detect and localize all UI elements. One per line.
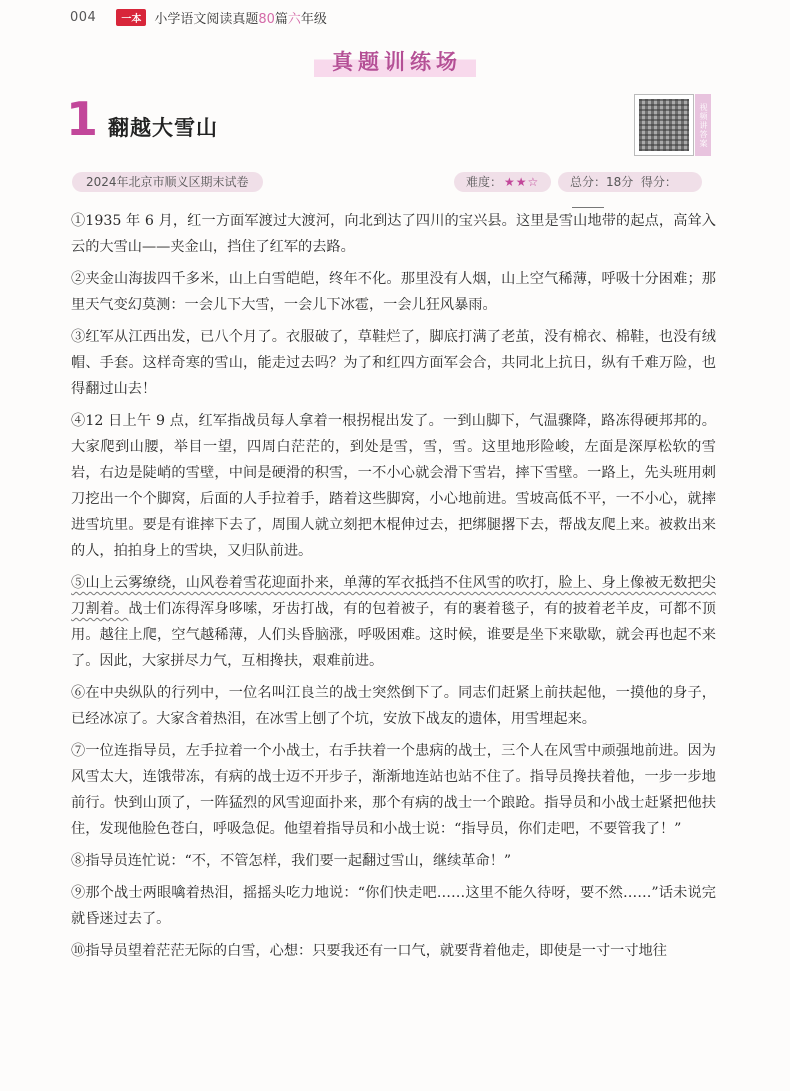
book-title-grade: 六	[287, 11, 301, 27]
paragraph-4: ④12 日上午 9 点，红军指战员每人拿着一根拐棍出发了。一到山脚下，气温骤降，路冻得硬邦邦的。大家爬到山腰，举目一望，四周白茫茫的，到处是雪，雪，雪。这里地形险峻，左面是深厚松软的雪岩，右边是陡峭的雪壁，中间是硬滑的积雪，一不小心就会滑下雪岩，摔下雪壁。一路上，先头班用刺刀挖出一个个脚窝，后面的人手拉着手，踏着这些脚窝，小心地前进。雪坡高低不平，一不小心，就摔进雪坑里。要是有谁摔下去了，周围人就立刻把木棍伸过去，把绑腿撂下去，帮战友爬上来。被救出来的人，拍拍身上的雪块，又归队前进。	[71, 413, 716, 559]
paragraph-6: ⑥在中央纵队的行列中，一位名叫江良兰的战士突然倒下了。同志们赶紧上前扶起他，一摸他的身子，已经冰凉了。大家含着热泪，在冰雪上刨了个坑，安放下战友的遗体，用雪埋起来。	[71, 685, 716, 727]
difficulty-badge	[454, 172, 551, 192]
difficulty-label: 难度：	[466, 175, 503, 189]
book-title-prefix: 小学语文阅读真题	[154, 11, 259, 27]
section-title-wrap	[0, 43, 790, 77]
paragraph-3: ③红军从江西出发，已八个月了。衣服破了，草鞋烂了，脚底打满了老茧，没有棉衣、棉鞋，也没有绒帽、手套。这样奇寒的雪山，能走过去吗？为了和红四方面军会合，共同北上抗日，纵有千难万险，也得翻过山去！	[71, 329, 716, 397]
paragraph-5-rest: 战士们冻得浑身哆嗦，牙齿打战，有的包着被子，有的裹着毯子，有的披着老羊皮，可都不顶用。越往上爬，空气越稀薄，人们头昏脑涨，呼吸困难。这时候，谁要是坐下来歇歇，就会再也起不来了。因此，大家拼尽力气，互相搀扶，艰难前进。	[71, 601, 716, 669]
book-title	[154, 8, 327, 27]
section-title: 真题训练场	[314, 43, 476, 77]
page-header	[70, 6, 327, 28]
lesson-title: 翻越大雪山	[108, 116, 218, 140]
score-blank[interactable]	[572, 197, 604, 208]
book-title-count: 80	[258, 11, 275, 27]
qr-code-pattern	[639, 99, 689, 151]
info-bar	[72, 172, 712, 192]
paragraph-1: ①1935 年 6 月，红一方面军渡过大渡河，向北到达了四川的宝兴县。这里是雪山地带的起点，高耸入云的大雪山——夹金山，挡住了红军的去路。	[71, 213, 716, 255]
qr-code[interactable]	[634, 94, 694, 156]
lesson-number: 1	[66, 92, 99, 146]
total-score: 总分：18分	[570, 175, 634, 189]
paragraph-10: ⑩指导员望着茫茫无际的白雪，心想：只要我还有一口气，就要背着他走，即使是一寸一寸地往	[71, 943, 667, 959]
underlined-sentence: ⑤山上云雾缭绕，山风卷着雪花迎面扑来，单薄的军衣抵挡不住风雪的吹打，脸上、身上像被无数把尖刀割着。	[71, 575, 716, 617]
difficulty-stars: ★★☆	[504, 175, 540, 189]
score-label: 得分：	[640, 175, 677, 189]
page-number: 004	[70, 9, 97, 25]
article-body	[71, 208, 716, 970]
paragraph-9: ⑨那个战士两眼噙着热泪，摇摇头吃力地说：“你们快走吧……这里不能久待呀，要不然……”话未说完就昏迷过去了。	[71, 885, 716, 927]
book-title-mid: 篇	[274, 11, 288, 27]
paragraph-7: ⑦一位连指导员，左手拉着一个小战士，右手扶着一个患病的战士，三个人在风雪中顽强地前进。因为风雪太大，连饿带冻，有病的战士迈不开步子，渐渐地连站也站不住了。指导员搀扶着他，一步一步地前行。快到山顶了，一阵猛烈的风雪迎面扑来，那个有病的战士一个踉跄。指导员和小战士赶紧把他扶住，发现他脸色苍白，呼吸急促。他望着指导员和小战士说：“指导员，你们走吧，不要管我了！”	[71, 743, 716, 837]
source-badge: 2024年北京市顺义区期末试卷	[72, 172, 263, 192]
qr-video-label: 视频讲答案	[695, 94, 711, 156]
paragraph-8: ⑧指导员连忙说：“不，不管怎样，我们要一起翻过雪山，继续革命！”	[71, 853, 512, 869]
score-badge	[558, 172, 702, 192]
book-title-suffix: 年级	[300, 11, 327, 27]
brand-logo: 一本	[116, 9, 146, 26]
paragraph-5	[71, 570, 716, 674]
paragraph-2: ②夹金山海拔四千多米，山上白雪皑皑，终年不化。那里没有人烟，山上空气稀薄，呼吸十分困难；那里天气变幻莫测：一会儿下大雪，一会儿下冰雹，一会儿狂风暴雨。	[71, 271, 716, 313]
